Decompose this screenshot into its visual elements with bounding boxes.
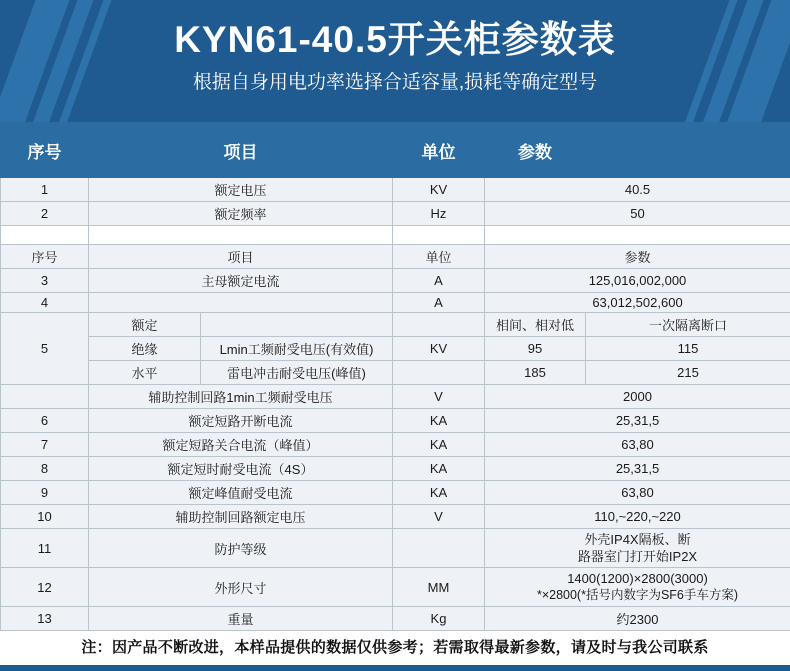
insulation-subheader-col-b: 一次隔离断口 xyxy=(586,313,790,337)
cell-item: 辅助控制回路额定电压 xyxy=(89,505,393,529)
insulation-label-1: 额定 xyxy=(89,313,201,337)
cell-value: 约2300 xyxy=(485,607,790,631)
insulation-label-2: 绝缘 xyxy=(89,337,201,361)
cell-value-line1: 外壳IP4X隔板、断 xyxy=(487,531,788,548)
cell-item: 额定频率 xyxy=(89,202,393,226)
cell-item: 额定峰值耐受电流 xyxy=(89,481,393,505)
insulation-subheader-item xyxy=(201,313,393,337)
cell-unit: A xyxy=(393,269,485,293)
cell-item: 重量 xyxy=(89,607,393,631)
cell-unit: KV xyxy=(393,178,485,202)
cell-no: 5 xyxy=(1,313,89,385)
cell-item: 额定短时耐受电流（4S） xyxy=(89,457,393,481)
cell-no xyxy=(1,385,89,409)
cell-value: 2000 xyxy=(485,385,790,409)
cell-value: 40.5 xyxy=(485,178,790,202)
cell-item: 防护等级 xyxy=(89,529,393,568)
insulation-subheader-unit xyxy=(393,313,485,337)
table-spacer-row xyxy=(1,226,790,245)
cell-unit: Hz xyxy=(393,202,485,226)
cell-value: 50 xyxy=(485,202,790,226)
spacer-cell xyxy=(393,226,485,245)
cell-item: Lmin工频耐受电压(有效值) xyxy=(201,337,393,361)
cell-value: 25,31,5 xyxy=(485,409,790,433)
cell-no: 12 xyxy=(1,568,89,607)
cell-item xyxy=(89,293,393,313)
cell-value: 25,31,5 xyxy=(485,457,790,481)
header-cell-item: 项目 xyxy=(89,123,393,178)
cell-no: 6 xyxy=(1,409,89,433)
spec-table-wrap xyxy=(0,122,790,631)
cell-value-a: 95 xyxy=(485,337,586,361)
cell-item: 额定短路开断电流 xyxy=(89,409,393,433)
table-header-row xyxy=(1,123,790,178)
insulation-label-3: 水平 xyxy=(89,361,201,385)
cell-item: 额定电压 xyxy=(89,178,393,202)
insulation-subheader-row xyxy=(1,313,790,337)
cell-no: 1 xyxy=(1,178,89,202)
page-subtitle: 根据自身用电功率选择合适容量,损耗等确定型号 xyxy=(0,68,790,98)
cell-no: 4 xyxy=(1,293,89,313)
table-row xyxy=(1,293,790,313)
cell-unit: KV xyxy=(393,337,485,361)
table-row xyxy=(1,481,790,505)
cell-unit: V xyxy=(393,385,485,409)
cell-no: 10 xyxy=(1,505,89,529)
cell-unit: MM xyxy=(393,568,485,607)
cell-item: 雷电冲击耐受电压(峰值) xyxy=(201,361,393,385)
cell-item: 外形尺寸 xyxy=(89,568,393,607)
table-row xyxy=(1,385,790,409)
cell-no: 3 xyxy=(1,269,89,293)
header-cell-unit: 单位 xyxy=(393,123,485,178)
cell-value xyxy=(485,529,790,568)
page-title: KYN61-40.5开关柜参数表 xyxy=(0,18,790,62)
cell-value: 63,80 xyxy=(485,433,790,457)
cell-no: 8 xyxy=(1,457,89,481)
cell-unit xyxy=(393,361,485,385)
subheader-cell-no: 序号 xyxy=(1,245,89,269)
subheader-cell-param: 参数 xyxy=(485,245,790,269)
spacer-cell xyxy=(1,226,89,245)
cell-unit: KA xyxy=(393,409,485,433)
cell-no: 11 xyxy=(1,529,89,568)
subheader-cell-item: 项目 xyxy=(89,245,393,269)
table-row xyxy=(1,529,790,568)
table-row xyxy=(1,361,790,385)
table-row xyxy=(1,433,790,457)
table-row xyxy=(1,269,790,293)
cell-item: 辅助控制回路1min工频耐受电压 xyxy=(89,385,393,409)
cell-unit: V xyxy=(393,505,485,529)
cell-value: 63,012,502,600 xyxy=(485,293,790,313)
table-row xyxy=(1,337,790,361)
cell-value-b: 115 xyxy=(586,337,790,361)
cell-value-line2: 路器室门打开始IP2X xyxy=(487,548,788,565)
footer-bar xyxy=(0,665,790,671)
spacer-cell xyxy=(485,226,790,245)
cell-value-b: 215 xyxy=(586,361,790,385)
cell-value-a: 185 xyxy=(485,361,586,385)
table-row xyxy=(1,568,790,607)
table-row xyxy=(1,178,790,202)
cell-unit: KA xyxy=(393,481,485,505)
cell-unit: Kg xyxy=(393,607,485,631)
cell-unit: A xyxy=(393,293,485,313)
page-header xyxy=(0,0,790,122)
spacer-cell xyxy=(89,226,393,245)
cell-value-line1: 1400(1200)×2800(3000) xyxy=(487,570,788,587)
spec-table xyxy=(0,122,790,631)
cell-unit: KA xyxy=(393,457,485,481)
cell-no: 9 xyxy=(1,481,89,505)
cell-value-line2: *×2800(*括号内数字为SF6手车方案) xyxy=(487,587,788,604)
cell-unit: KA xyxy=(393,433,485,457)
table-row xyxy=(1,409,790,433)
cell-unit xyxy=(393,529,485,568)
table-subheader-row xyxy=(1,245,790,269)
cell-value: 63,80 xyxy=(485,481,790,505)
header-content xyxy=(0,0,790,98)
subheader-cell-unit: 单位 xyxy=(393,245,485,269)
header-cell-no: 序号 xyxy=(1,123,89,178)
table-row xyxy=(1,505,790,529)
cell-value: 110,~220,~220 xyxy=(485,505,790,529)
cell-value xyxy=(485,568,790,607)
cell-no: 7 xyxy=(1,433,89,457)
table-row xyxy=(1,607,790,631)
header-cell-param: 参数 xyxy=(485,123,586,178)
cell-no: 2 xyxy=(1,202,89,226)
cell-item: 主母额定电流 xyxy=(89,269,393,293)
cell-value: 125,016,002,000 xyxy=(485,269,790,293)
table-row xyxy=(1,457,790,481)
table-row xyxy=(1,202,790,226)
header-cell-blank xyxy=(586,123,790,178)
cell-item: 额定短路关合电流（峰值） xyxy=(89,433,393,457)
footer-note: 注：因产品不断改进，本样品提供的数据仅供参考；若需取得最新参数，请及时与我公司联系 xyxy=(0,631,790,665)
insulation-subheader-col-a: 相间、相对低 xyxy=(485,313,586,337)
cell-no: 13 xyxy=(1,607,89,631)
